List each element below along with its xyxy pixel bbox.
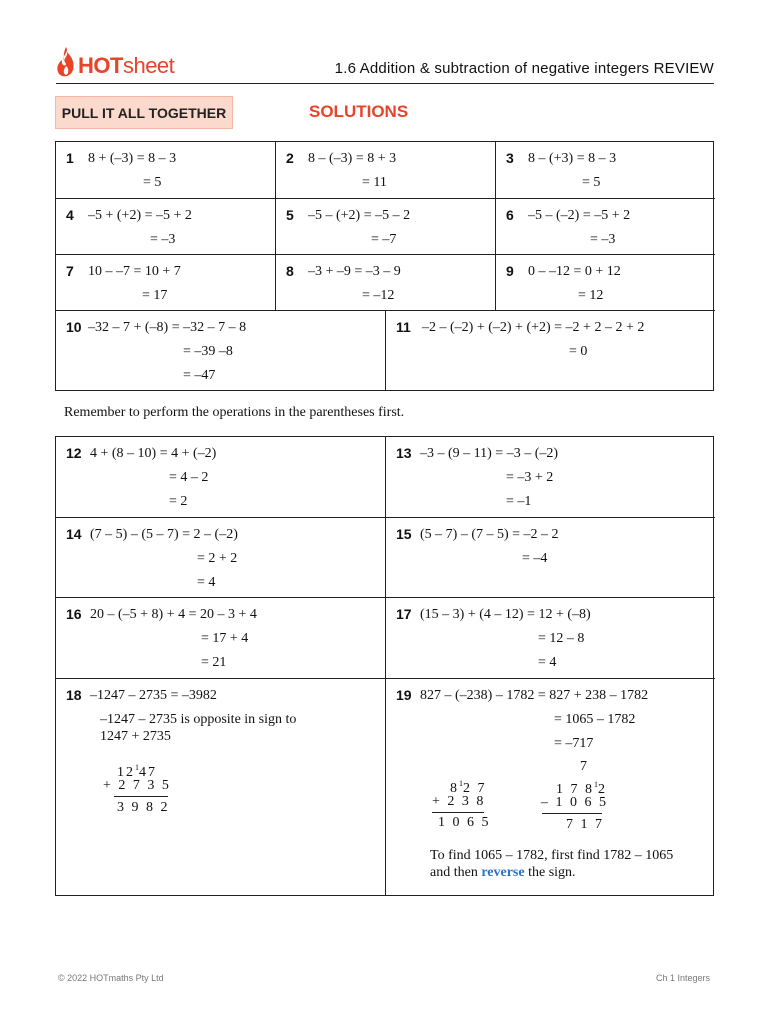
solution-line: = –3 [150, 232, 176, 247]
question-number: 1 [66, 150, 74, 166]
solution-line: 0 – –12 = 0 + 12 [528, 264, 621, 279]
solution-line: = 17 + 4 [201, 631, 249, 646]
solution-line: = 11 [362, 175, 387, 190]
copyright-footer: © 2022 HOTmaths Pty Ltd [58, 973, 164, 983]
question-cell [56, 437, 386, 518]
chapter-footer: Ch 1 Integers [655, 973, 710, 983]
question-cell [56, 199, 276, 255]
question-number: 10 [66, 319, 82, 335]
question-cell [276, 199, 496, 255]
solution-line: = 4 [197, 575, 216, 590]
solution-line: = 4 – 2 [169, 470, 209, 485]
question-number: 7 [66, 263, 74, 279]
carry-digit: 1 [135, 763, 139, 772]
solution-line: 20 – (–5 + 8) + 4 = 20 – 3 + 4 [90, 607, 257, 622]
solution-line: = –39 –8 [183, 344, 233, 359]
solution-line: –3 + –9 = –3 – 9 [308, 264, 401, 279]
solution-line: 4 + (8 – 10) = 4 + (–2) [90, 446, 217, 461]
column-subtraction-row-1: 1 7 $8^12$ [556, 780, 607, 797]
question-number: 19 [396, 687, 412, 703]
flame-icon [56, 46, 76, 80]
question-number: 15 [396, 526, 412, 542]
question-number: 8 [286, 263, 294, 279]
sum-line [114, 796, 168, 797]
solution-line: = –7 [371, 232, 397, 247]
hotsheet-logo [56, 42, 174, 80]
question-cell [56, 311, 386, 390]
question-number: 16 [66, 606, 82, 622]
solution-line: = 2 + 2 [197, 551, 238, 566]
question-cell [56, 518, 386, 598]
question-cell [496, 142, 715, 199]
logo-light: sheet [122, 53, 175, 78]
question-number: 5 [286, 207, 294, 223]
solution-line: –3 – (9 – 11) = –3 – (–2) [420, 446, 559, 461]
solution-line: (7 – 5) – (5 – 7) = 2 – (–2) [90, 527, 238, 542]
solution-line: 8 – (+3) = 8 – 3 [528, 151, 617, 166]
question-number: 12 [66, 445, 82, 461]
question-number: 13 [396, 445, 412, 461]
tip-line: To find 1065 – 1782, first find 1782 – 1065 [430, 848, 674, 863]
solutions-heading: SOLUTIONS [309, 102, 409, 121]
borrow-digit: 7 [580, 759, 589, 774]
question-number: 3 [506, 150, 514, 166]
solution-line: = 21 [201, 655, 227, 670]
column-addition-row-2: + 2 3 8 [432, 794, 486, 809]
page-header [56, 40, 714, 84]
section-badge: PULL IT ALL TOGETHER [55, 96, 233, 129]
solution-line: –32 – 7 + (–8) = –32 – 7 – 8 [88, 320, 247, 335]
question-number: 9 [506, 263, 514, 279]
question-cell [386, 437, 715, 518]
logo-bold: HOT [78, 53, 123, 78]
solution-line: –5 – (+2) = –5 – 2 [308, 208, 411, 223]
difference-line [542, 813, 602, 814]
question-number: 18 [66, 687, 82, 703]
solution-line: 1247 + 2735 [100, 729, 171, 744]
question-cell [496, 199, 715, 255]
column-addition-row-2: + 2 7 3 5 [103, 778, 171, 793]
solution-line: = –12 [362, 288, 395, 303]
question-number: 6 [506, 207, 514, 223]
solution-line: = –3 + 2 [506, 470, 554, 485]
solution-line: –1247 – 2735 = –3982 [90, 688, 217, 703]
question-number: 14 [66, 526, 82, 542]
solution-line: (5 – 7) – (7 – 5) = –2 – 2 [420, 527, 559, 542]
solution-line: = 12 [578, 288, 604, 303]
column-addition-result: 1 0 6 5 [438, 815, 491, 830]
solution-line: 8 + (–3) = 8 – 3 [88, 151, 177, 166]
solution-line: –5 – (–2) = –5 + 2 [528, 208, 631, 223]
solution-line: = –717 [554, 736, 594, 751]
question-cell [56, 679, 386, 895]
sum-line [432, 812, 484, 813]
solution-line: 827 – (–238) – 1782 = 827 + 238 – 1782 [420, 688, 649, 703]
solution-line: = 0 [569, 344, 588, 359]
column-addition-row-1: $8^12$ 7 [450, 779, 487, 796]
question-cell [496, 255, 715, 311]
solution-line: = –3 [590, 232, 616, 247]
solution-line: = 5 [143, 175, 162, 190]
solution-line: = 17 [142, 288, 168, 303]
instruction-note: Remember to perform the operations in the parentheses first. [64, 405, 405, 420]
solutions-table-1 [55, 141, 714, 391]
carry-digit: 1 [459, 779, 463, 788]
question-number: 2 [286, 150, 294, 166]
question-cell [386, 518, 715, 598]
solution-line: = 4 [538, 655, 557, 670]
solution-line: = –47 [183, 368, 216, 383]
solution-line: = –4 [522, 551, 548, 566]
solution-line: –1247 – 2735 is opposite in sign to [100, 712, 297, 727]
solution-line: 8 – (–3) = 8 + 3 [308, 151, 397, 166]
solution-line: (15 – 3) + (4 – 12) = 12 + (–8) [420, 607, 591, 622]
question-cell [56, 598, 386, 679]
question-cell [56, 142, 276, 199]
document-title: 1.6 Addition & subtraction of negative integers REVIEW [334, 60, 714, 77]
solution-line: 10 – –7 = 10 + 7 [88, 264, 181, 279]
solution-line: –2 – (–2) + (–2) + (+2) = –2 + 2 – 2 + 2 [422, 320, 645, 335]
tip-line: and then reverse the sign. [430, 865, 576, 880]
column-subtraction-row-2: – 1 0 6 5 [541, 795, 608, 810]
solution-line: = 2 [169, 494, 188, 509]
question-cell [276, 255, 496, 311]
question-cell [276, 142, 496, 199]
question-cell [386, 679, 715, 895]
column-subtraction-result: 7 1 7 [566, 817, 604, 832]
solution-line: = 12 – 8 [538, 631, 585, 646]
solutions-table-2 [55, 436, 714, 896]
highlight-word: reverse [481, 865, 525, 880]
solution-line: –5 + (+2) = –5 + 2 [88, 208, 192, 223]
solution-line: = –1 [506, 494, 532, 509]
column-addition-row-1: $12^147$ [117, 763, 157, 780]
question-cell [386, 311, 715, 390]
carry-digit: 1 [594, 780, 598, 789]
question-number: 4 [66, 207, 74, 223]
question-number: 17 [396, 606, 412, 622]
column-addition-result: 3 9 8 2 [117, 800, 170, 815]
question-cell [386, 598, 715, 679]
question-number: 11 [396, 319, 411, 335]
solution-line: = 1065 – 1782 [554, 712, 636, 727]
question-cell [56, 255, 276, 311]
solution-line: = 5 [582, 175, 601, 190]
